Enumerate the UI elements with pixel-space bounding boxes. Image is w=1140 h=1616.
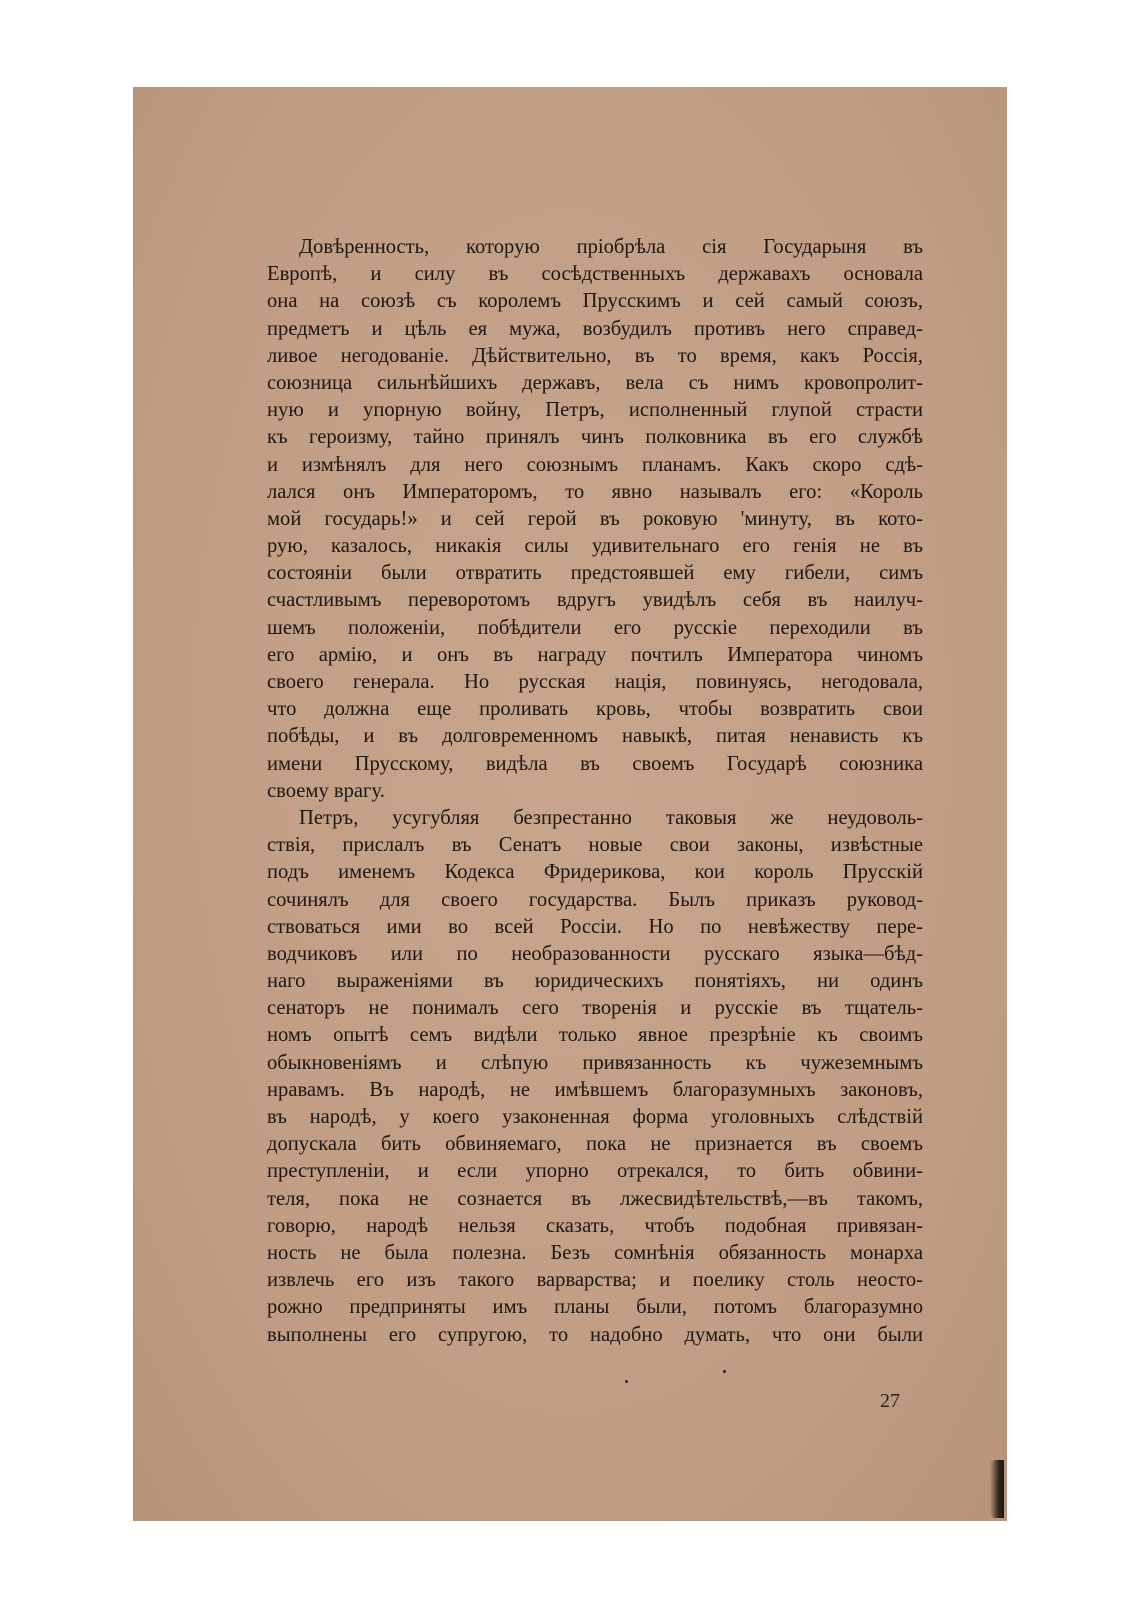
text-line: къ героизму, тайно принялъ чинъ полковника въ его службѣ	[267, 426, 923, 449]
page-number: 27	[880, 1390, 900, 1412]
text-line: счастливымъ переворотомъ вдругъ увидѣлъ себя въ наилуч-	[267, 589, 923, 612]
binding-shadow	[990, 1460, 1004, 1518]
text-line: и измѣнялъ для него союзнымъ планамъ. Какъ скоро сдѣ-	[267, 453, 923, 476]
text-line: номъ опытѣ семъ видѣли только явное презрѣніе къ своимъ	[267, 1024, 923, 1047]
text-line: предметъ и цѣль ея мужа, возбудилъ противъ него справед-	[267, 317, 923, 340]
text-line: имени Прусскому, видѣла въ своемъ Государѣ союзника	[267, 752, 923, 775]
text-line: сочинялъ для своего государства. Былъ приказъ руковод-	[267, 888, 923, 911]
text-line: шемъ положеніи, побѣдители его русскіе переходили въ	[267, 616, 923, 639]
text-line: своего генерала. Но русская нація, повинуясь, негодовала,	[267, 671, 923, 693]
text-line: выполнены его супругою, то надобно думать, что они были	[267, 1323, 923, 1346]
text-line: своему врагу.	[267, 779, 385, 802]
text-line: его армію, и онъ въ награду почтилъ Императора чиномъ	[267, 643, 923, 666]
text-line: рую, казалось, никакія силы удивительнаго его генія не въ	[267, 535, 923, 558]
text-line: она на союзѣ съ королемъ Прусскимъ и сей самый союзъ,	[267, 290, 923, 313]
text-line: ливое негодованіе. Дѣйствительно, въ то время, какъ Россія,	[267, 344, 923, 367]
text-line: побѣды, и въ долговременномъ навыкѣ, питая ненависть къ	[267, 725, 923, 748]
text-line: извлечь его изъ такого варварства; и поелику столь неосто-	[267, 1269, 923, 1292]
text-line: преступленіи, и если упорно отрекался, то бить обвини-	[267, 1160, 923, 1183]
text-line: теля, пока не сознается въ лжесвидѣтельствѣ,—въ такомъ,	[267, 1187, 923, 1210]
text-line: ствоваться ими во всей Россіи. Но по невѣжеству пере-	[267, 915, 923, 938]
text-line: состояніи были отвратить предстоявшей ему гибели, симъ	[267, 562, 923, 585]
text-line: сенаторъ не понималъ сего творенія и русскіе въ тщатель-	[267, 997, 923, 1020]
text-line: водчиковъ или по необразованности русскаго языка—бѣд-	[267, 942, 923, 965]
text-line: что должна еще проливать кровь, чтобы возвратить свои	[267, 698, 923, 721]
text-line: подъ именемъ Кодекса Фридерикова, кои король Прусскій	[267, 861, 923, 884]
text-line: рожно предприняты имъ планы были, потомъ благоразумно	[267, 1296, 923, 1319]
text-line: ную и упорную войну, Петръ, исполненный глупой страсти	[267, 399, 923, 422]
text-line: допускала бить обвиняемаго, пока не признается въ своемъ	[267, 1133, 923, 1156]
page-text	[267, 234, 923, 1349]
text-line: лался онъ Императоромъ, то явно называлъ его: «Король	[267, 480, 923, 503]
text-line: мой государь!» и сей герой въ роковую 'минуту, въ кото-	[267, 507, 923, 530]
text-line: союзница сильнѣйшихъ державъ, вела съ нимъ кровопролит-	[267, 371, 923, 394]
text-line: Довѣренность, которую пріобрѣла сія Государыня въ	[299, 236, 923, 258]
text-line: Петръ, усугубляя безпрестанно таковыя же неудоволь-	[299, 806, 923, 829]
text-line: говорю, народѣ нельзя сказать, чтобъ подобная привязан-	[267, 1214, 923, 1237]
text-line: въ народѣ, у коего узаконенная форма уголовныхъ слѣдствій	[267, 1106, 923, 1128]
ink-speck	[723, 1370, 726, 1373]
text-line: обыкновеніямъ и слѣпую привязанность къ чужеземнымъ	[267, 1051, 923, 1074]
text-line: Европѣ, и силу въ сосѣдственныхъ державахъ основала	[267, 263, 923, 286]
paragraph-2	[267, 805, 923, 1349]
text-line: ствія, прислалъ въ Сенатъ новые свои законы, извѣстные	[267, 834, 923, 857]
text-line: ность не была полезна. Безъ сомнѣнія обязанность монарха	[267, 1241, 923, 1264]
text-line: нравамъ. Въ народѣ, не имѣвшемъ благоразумныхъ законовъ,	[267, 1078, 923, 1101]
text-line: наго выраженіями въ юридическихъ понятіяхъ, ни одинъ	[267, 970, 923, 993]
ink-speck	[625, 1380, 628, 1383]
paragraph-1	[267, 234, 923, 805]
